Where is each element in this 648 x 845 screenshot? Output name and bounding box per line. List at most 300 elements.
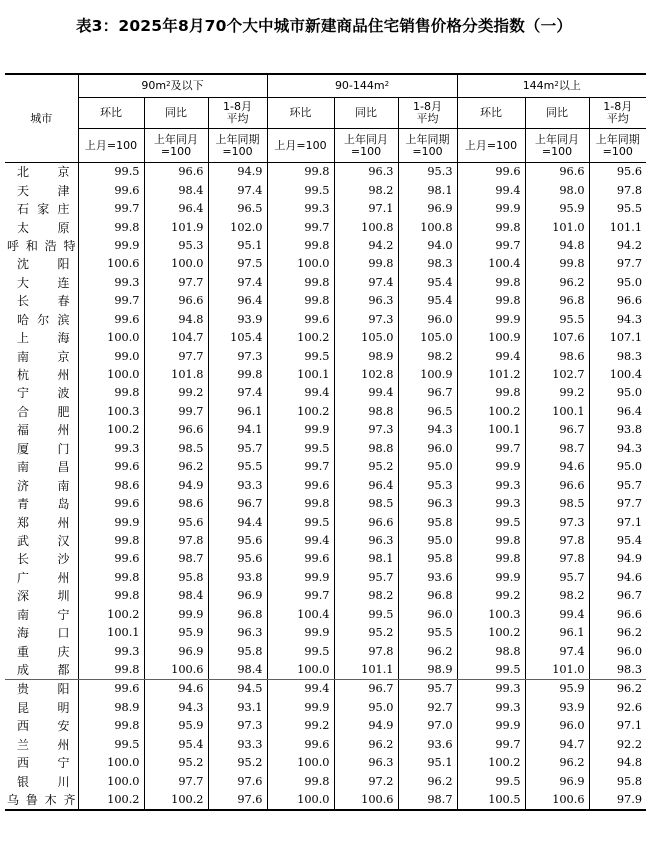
index-value: 97.4 xyxy=(334,274,398,292)
index-value: 97.4 xyxy=(525,642,589,660)
index-value: 97.0 xyxy=(398,717,457,735)
index-value: 96.4 xyxy=(334,476,398,494)
index-value: 93.3 xyxy=(208,476,267,494)
index-value: 99.9 xyxy=(267,569,334,587)
index-value: 100.6 xyxy=(78,255,144,273)
index-value: 99.9 xyxy=(457,311,525,329)
index-value: 99.5 xyxy=(267,440,334,458)
index-value: 94.9 xyxy=(334,717,398,735)
index-value: 99.9 xyxy=(78,237,144,255)
index-value: 99.8 xyxy=(208,366,267,384)
index-value: 97.8 xyxy=(525,550,589,568)
table-header xyxy=(5,74,646,163)
group-header-large: $144m^2$以上 xyxy=(457,74,646,98)
table-row xyxy=(5,255,646,273)
index-value: 95.7 xyxy=(208,440,267,458)
index-value: 98.2 xyxy=(525,587,589,605)
index-value: 100.6 xyxy=(334,791,398,810)
city-name: 青岛 xyxy=(17,497,70,512)
index-value: 100.9 xyxy=(398,366,457,384)
index-value: 99.2 xyxy=(457,587,525,605)
index-value: 96.9 xyxy=(144,642,208,660)
index-value: 99.8 xyxy=(267,237,334,255)
index-value: 99.8 xyxy=(78,661,144,680)
index-value: 99.6 xyxy=(457,163,525,182)
index-value: 100.0 xyxy=(267,791,334,810)
index-value: 95.2 xyxy=(144,754,208,772)
index-value: 98.4 xyxy=(144,587,208,605)
index-value: 98.6 xyxy=(78,476,144,494)
index-value: 95.9 xyxy=(144,717,208,735)
city-name: 呼和浩特 xyxy=(7,238,76,253)
index-value: 98.8 xyxy=(334,440,398,458)
index-value: 94.0 xyxy=(398,237,457,255)
index-value: 96.2 xyxy=(589,680,646,699)
index-value: 98.2 xyxy=(334,587,398,605)
subheader-yoy: 同比 xyxy=(525,98,589,129)
index-value: 95.7 xyxy=(525,569,589,587)
index-value: 94.3 xyxy=(398,421,457,439)
index-value: 98.6 xyxy=(525,347,589,365)
base-yoy: 上年同月 =100 xyxy=(525,129,589,163)
index-value: 96.9 xyxy=(398,200,457,218)
index-value: 96.6 xyxy=(144,163,208,182)
table-row xyxy=(5,181,646,199)
index-value: 99.5 xyxy=(267,347,334,365)
index-value: 99.5 xyxy=(457,772,525,790)
city-name: 大连 xyxy=(17,275,70,290)
index-value: 95.0 xyxy=(398,458,457,476)
index-value: 96.5 xyxy=(208,200,267,218)
table-row xyxy=(5,495,646,513)
index-value: 95.1 xyxy=(398,754,457,772)
index-value: 96.7 xyxy=(398,384,457,402)
index-value: 93.1 xyxy=(208,699,267,717)
city-name: 福州 xyxy=(17,423,70,438)
index-value: 96.7 xyxy=(525,421,589,439)
index-value: 95.5 xyxy=(208,458,267,476)
index-value: 105.0 xyxy=(398,329,457,347)
city-name: 昆明 xyxy=(17,700,70,715)
index-value: 100.2 xyxy=(457,754,525,772)
city-name: 兰州 xyxy=(17,737,70,752)
table-row xyxy=(5,791,646,810)
index-value: 95.2 xyxy=(334,458,398,476)
base-mom: 上月=100 xyxy=(78,129,144,163)
table-row xyxy=(5,754,646,772)
table-row xyxy=(5,624,646,642)
index-value: 95.8 xyxy=(398,513,457,531)
index-value: 99.8 xyxy=(78,532,144,550)
index-value: 94.3 xyxy=(589,440,646,458)
index-value: 97.1 xyxy=(589,717,646,735)
index-value: 97.1 xyxy=(334,200,398,218)
index-value: 99.7 xyxy=(78,292,144,310)
index-value: 100.0 xyxy=(78,772,144,790)
city-name: 重庆 xyxy=(17,644,70,659)
index-value: 100.1 xyxy=(457,421,525,439)
index-value: 99.3 xyxy=(78,642,144,660)
index-value: 99.3 xyxy=(457,476,525,494)
table-row xyxy=(5,717,646,735)
index-value: 97.3 xyxy=(334,421,398,439)
table-row xyxy=(5,440,646,458)
index-value: 99.7 xyxy=(457,440,525,458)
table-row xyxy=(5,550,646,568)
index-value: 93.8 xyxy=(589,421,646,439)
index-value: 96.6 xyxy=(144,421,208,439)
index-value: 92.6 xyxy=(589,699,646,717)
index-value: 94.9 xyxy=(144,476,208,494)
index-value: 99.8 xyxy=(78,569,144,587)
index-value: 95.4 xyxy=(589,532,646,550)
index-value: 100.6 xyxy=(144,661,208,680)
index-value: 96.6 xyxy=(525,163,589,182)
index-value: 95.0 xyxy=(334,699,398,717)
index-value: 97.4 xyxy=(208,274,267,292)
index-value: 97.8 xyxy=(589,181,646,199)
index-value: 99.8 xyxy=(457,550,525,568)
table-row xyxy=(5,421,646,439)
index-value: 96.5 xyxy=(398,403,457,421)
index-value: 99.6 xyxy=(78,458,144,476)
index-value: 99.7 xyxy=(457,736,525,754)
index-value: 96.0 xyxy=(398,606,457,624)
index-value: 100.2 xyxy=(78,421,144,439)
index-value: 96.7 xyxy=(334,680,398,699)
index-value: 98.5 xyxy=(334,495,398,513)
index-value: 97.7 xyxy=(144,347,208,365)
subheader-mom: 环比 xyxy=(457,98,525,129)
index-value: 98.4 xyxy=(208,661,267,680)
index-value: 98.8 xyxy=(334,403,398,421)
index-value: 105.0 xyxy=(334,329,398,347)
index-value: 96.3 xyxy=(334,163,398,182)
index-value: 98.2 xyxy=(398,347,457,365)
index-value: 102.0 xyxy=(208,218,267,236)
index-value: 96.7 xyxy=(208,495,267,513)
index-value: 96.2 xyxy=(398,772,457,790)
index-value: 100.0 xyxy=(78,366,144,384)
city-name: 成都 xyxy=(5,661,78,680)
index-value: 97.8 xyxy=(525,532,589,550)
index-value: 95.6 xyxy=(144,513,208,531)
index-value: 99.7 xyxy=(457,237,525,255)
index-value: 97.7 xyxy=(144,772,208,790)
table-row xyxy=(5,642,646,660)
index-value: 99.3 xyxy=(78,274,144,292)
index-value: 96.1 xyxy=(208,403,267,421)
index-value: 94.4 xyxy=(208,513,267,531)
index-value: 100.0 xyxy=(144,255,208,273)
index-value: 96.6 xyxy=(525,476,589,494)
index-value: 99.8 xyxy=(457,218,525,236)
table-row xyxy=(5,772,646,790)
index-value: 99.6 xyxy=(78,550,144,568)
index-value: 100.2 xyxy=(267,329,334,347)
index-value: 95.7 xyxy=(398,680,457,699)
city-name: 贵阳 xyxy=(17,682,70,697)
table-row xyxy=(5,366,646,384)
table-row xyxy=(5,513,646,531)
table-row xyxy=(5,699,646,717)
index-value: 99.8 xyxy=(267,495,334,513)
subheader-mom: 环比 xyxy=(267,98,334,129)
index-value: 105.4 xyxy=(208,329,267,347)
index-value: 95.0 xyxy=(589,384,646,402)
index-value: 95.5 xyxy=(398,624,457,642)
index-value: 96.3 xyxy=(334,532,398,550)
index-value: 99.5 xyxy=(334,606,398,624)
index-value: 101.0 xyxy=(525,661,589,680)
index-value: 93.9 xyxy=(208,311,267,329)
index-value: 97.6 xyxy=(208,772,267,790)
index-value: 98.3 xyxy=(589,347,646,365)
index-value: 99.9 xyxy=(457,200,525,218)
index-value: 95.5 xyxy=(525,311,589,329)
subheader-ytd-avg: 1-8月 平均 xyxy=(398,98,457,129)
city-name: 长春 xyxy=(17,294,70,309)
index-value: 100.1 xyxy=(267,366,334,384)
base-yoy: 上年同月 =100 xyxy=(334,129,398,163)
city-name: 深圳 xyxy=(17,589,70,604)
city-name: 石家庄 xyxy=(17,202,70,217)
index-value: 98.2 xyxy=(334,181,398,199)
index-value: 99.2 xyxy=(525,384,589,402)
index-value: 97.7 xyxy=(144,274,208,292)
index-value: 99.9 xyxy=(267,699,334,717)
index-value: 97.3 xyxy=(208,717,267,735)
base-ytd-avg: 上年同期 =100 xyxy=(589,129,646,163)
index-value: 96.0 xyxy=(525,717,589,735)
city-name: 沈阳 xyxy=(17,257,70,272)
index-value: 99.6 xyxy=(267,311,334,329)
index-value: 94.2 xyxy=(589,237,646,255)
index-value: 99.3 xyxy=(78,440,144,458)
table-row xyxy=(5,218,646,236)
index-value: 97.8 xyxy=(144,532,208,550)
index-value: 95.0 xyxy=(398,532,457,550)
index-value: 99.9 xyxy=(267,624,334,642)
index-value: 102.8 xyxy=(334,366,398,384)
index-value: 99.8 xyxy=(78,587,144,605)
index-value: 100.0 xyxy=(78,329,144,347)
city-column-header: 城市 xyxy=(5,74,78,163)
price-index-table xyxy=(5,73,646,811)
index-value: 98.3 xyxy=(398,255,457,273)
index-value: 97.6 xyxy=(208,791,267,810)
index-value: 97.2 xyxy=(334,772,398,790)
index-value: 100.8 xyxy=(398,218,457,236)
index-value: 98.1 xyxy=(334,550,398,568)
index-value: 100.2 xyxy=(78,606,144,624)
city-name: 上海 xyxy=(17,331,70,346)
index-value: 92.2 xyxy=(589,736,646,754)
index-value: 99.8 xyxy=(78,218,144,236)
table-row xyxy=(5,587,646,605)
city-name: 太原 xyxy=(17,220,70,235)
city-name: 西安 xyxy=(17,719,70,734)
index-value: 99.8 xyxy=(267,274,334,292)
index-value: 100.4 xyxy=(589,366,646,384)
index-value: 95.5 xyxy=(589,200,646,218)
index-value: 95.4 xyxy=(398,274,457,292)
index-value: 107.6 xyxy=(525,329,589,347)
index-value: 99.8 xyxy=(457,532,525,550)
table-row xyxy=(5,163,646,182)
index-value: 101.8 xyxy=(144,366,208,384)
index-value: 99.6 xyxy=(267,736,334,754)
index-value: 95.4 xyxy=(398,292,457,310)
table-row xyxy=(5,458,646,476)
index-value: 99.9 xyxy=(457,717,525,735)
index-value: 98.6 xyxy=(144,495,208,513)
index-value: 96.3 xyxy=(208,624,267,642)
index-value: 97.3 xyxy=(208,347,267,365)
index-value: 99.3 xyxy=(457,699,525,717)
city-name: 北京 xyxy=(17,165,70,180)
index-value: 96.2 xyxy=(525,274,589,292)
index-value: 101.0 xyxy=(525,218,589,236)
index-value: 95.6 xyxy=(589,163,646,182)
index-value: 96.8 xyxy=(398,587,457,605)
city-name: 宁波 xyxy=(17,386,70,401)
index-value: 92.7 xyxy=(398,699,457,717)
index-value: 100.2 xyxy=(267,403,334,421)
index-value: 95.8 xyxy=(144,569,208,587)
index-value: 99.3 xyxy=(457,680,525,699)
city-name: 南宁 xyxy=(17,607,70,622)
index-value: 96.1 xyxy=(525,624,589,642)
index-value: 99.4 xyxy=(457,347,525,365)
index-value: 98.4 xyxy=(144,181,208,199)
table-row xyxy=(5,292,646,310)
index-value: 96.2 xyxy=(334,736,398,754)
table-row xyxy=(5,569,646,587)
index-value: 94.6 xyxy=(589,569,646,587)
index-value: 96.4 xyxy=(589,403,646,421)
index-value: 100.0 xyxy=(78,754,144,772)
index-value: 99.7 xyxy=(78,200,144,218)
city-name: 乌鲁木齐 xyxy=(5,791,78,810)
index-value: 101.1 xyxy=(589,218,646,236)
index-value: 99.8 xyxy=(78,717,144,735)
index-value: 99.9 xyxy=(457,458,525,476)
index-value: 98.9 xyxy=(78,699,144,717)
index-value: 100.0 xyxy=(267,661,334,680)
table-row xyxy=(5,736,646,754)
index-value: 97.7 xyxy=(589,495,646,513)
table-row xyxy=(5,200,646,218)
index-value: 99.3 xyxy=(457,495,525,513)
city-name: 杭州 xyxy=(17,368,70,383)
index-value: 95.6 xyxy=(208,550,267,568)
index-value: 97.7 xyxy=(589,255,646,273)
index-value: 99.7 xyxy=(267,218,334,236)
index-value: 99.4 xyxy=(457,181,525,199)
index-value: 100.4 xyxy=(267,606,334,624)
index-value: 95.8 xyxy=(398,550,457,568)
city-name: 广州 xyxy=(17,570,70,585)
group-header-medium: $90-144m^2$ xyxy=(267,74,457,98)
index-value: 98.9 xyxy=(398,661,457,680)
index-value: 100.0 xyxy=(267,754,334,772)
index-value: 100.6 xyxy=(525,791,589,810)
index-value: 95.3 xyxy=(398,476,457,494)
index-value: 99.9 xyxy=(267,421,334,439)
index-value: 96.8 xyxy=(208,606,267,624)
index-value: 100.9 xyxy=(457,329,525,347)
index-value: 96.7 xyxy=(589,587,646,605)
index-value: 99.6 xyxy=(78,181,144,199)
index-value: 95.9 xyxy=(525,200,589,218)
index-value: 99.6 xyxy=(78,495,144,513)
subheader-mom: 环比 xyxy=(78,98,144,129)
index-value: 100.2 xyxy=(144,791,208,810)
index-value: 101.1 xyxy=(334,661,398,680)
index-value: 95.0 xyxy=(589,274,646,292)
city-name: 济南 xyxy=(17,478,70,493)
index-value: 100.4 xyxy=(457,255,525,273)
index-value: 95.8 xyxy=(589,772,646,790)
index-value: 95.9 xyxy=(525,680,589,699)
index-value: 94.5 xyxy=(208,680,267,699)
table-row xyxy=(5,311,646,329)
index-value: 96.0 xyxy=(398,311,457,329)
index-value: 99.8 xyxy=(267,163,334,182)
index-value: 99.6 xyxy=(78,311,144,329)
index-value: 99.8 xyxy=(334,255,398,273)
page-title: 表3：2025年8月70个大中城市新建商品住宅销售价格分类指数（一） xyxy=(75,17,573,35)
index-value: 99.3 xyxy=(267,200,334,218)
index-value: 99.5 xyxy=(457,661,525,680)
base-mom: 上月=100 xyxy=(457,129,525,163)
index-value: 96.8 xyxy=(525,292,589,310)
index-value: 98.0 xyxy=(525,181,589,199)
index-value: 99.7 xyxy=(267,587,334,605)
index-value: 99.8 xyxy=(267,292,334,310)
index-value: 95.3 xyxy=(398,163,457,182)
index-value: 98.5 xyxy=(144,440,208,458)
index-value: 99.4 xyxy=(267,680,334,699)
table-body xyxy=(5,163,646,811)
index-value: 94.2 xyxy=(334,237,398,255)
index-value: 94.1 xyxy=(208,421,267,439)
index-value: 94.8 xyxy=(144,311,208,329)
index-value: 100.3 xyxy=(457,606,525,624)
index-value: 96.0 xyxy=(589,642,646,660)
index-value: 101.2 xyxy=(457,366,525,384)
index-value: 99.4 xyxy=(267,384,334,402)
index-value: 99.7 xyxy=(144,403,208,421)
index-value: 99.4 xyxy=(334,384,398,402)
index-value: 95.4 xyxy=(144,736,208,754)
city-name: 厦门 xyxy=(17,441,70,456)
index-value: 97.4 xyxy=(208,384,267,402)
index-value: 100.2 xyxy=(78,791,144,810)
index-value: 96.4 xyxy=(208,292,267,310)
index-value: 100.3 xyxy=(78,403,144,421)
index-value: 99.4 xyxy=(267,532,334,550)
table-row xyxy=(5,680,646,699)
city-name: 南京 xyxy=(17,349,70,364)
index-value: 100.2 xyxy=(457,403,525,421)
index-value: 99.7 xyxy=(267,458,334,476)
index-value: 96.6 xyxy=(334,513,398,531)
city-name: 长沙 xyxy=(17,552,70,567)
index-value: 95.7 xyxy=(589,476,646,494)
table-row xyxy=(5,532,646,550)
